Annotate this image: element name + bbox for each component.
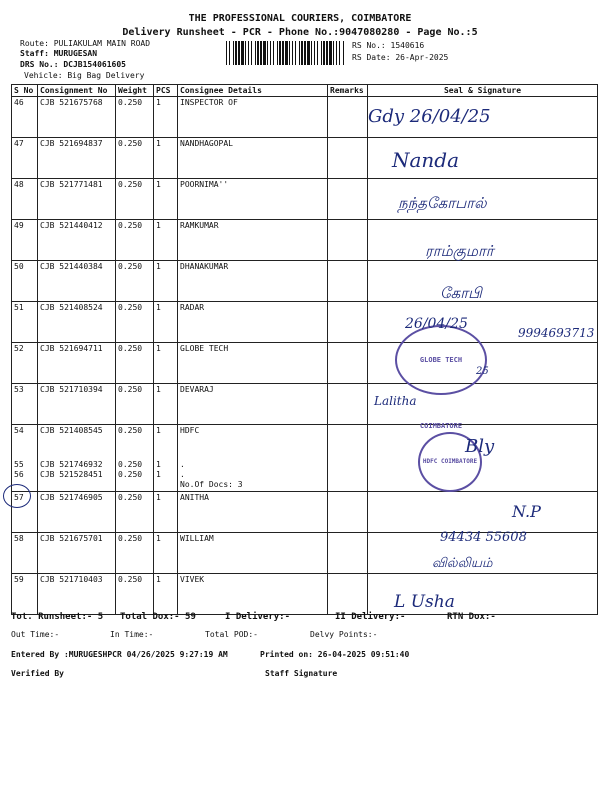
signature-57: N.P	[512, 502, 541, 521]
row-sno: 57	[12, 492, 38, 533]
i-delivery: I Delivery:-	[225, 612, 291, 622]
col-consignee: Consignee Details	[178, 85, 328, 97]
row-remarks	[328, 533, 368, 574]
barcode-bar	[282, 41, 284, 65]
row-consignee: ANITHA	[178, 492, 328, 533]
tick-note: 25	[476, 366, 489, 377]
rs-date: RS Date: 26-Apr-2025	[352, 53, 449, 62]
col-sno: S No	[12, 85, 38, 97]
row-consignment-group	[38, 425, 116, 492]
row-consignment: CJB 521408545	[40, 426, 103, 435]
row-weight-group	[116, 425, 154, 492]
col-remarks: Remarks	[328, 85, 368, 97]
barcode-bar	[233, 41, 234, 65]
row-consignment: CJB 521771481	[38, 179, 116, 220]
staff-signature: Staff Signature	[265, 669, 338, 678]
row-consignment: CJB 521694711	[38, 343, 116, 384]
in-time: In Time:-	[110, 630, 154, 639]
table-row	[12, 138, 598, 179]
table-row	[12, 574, 598, 615]
row-consignee-group	[178, 425, 328, 492]
row-consignee: .	[180, 460, 185, 469]
row-weight: 0.250	[116, 343, 154, 384]
row-consignee: INSPECTOR OF	[178, 97, 328, 138]
barcode-bar	[304, 41, 306, 65]
row-sno: 58	[12, 533, 38, 574]
row-sno: 49	[12, 220, 38, 261]
phone-58: 94434 55608	[440, 530, 527, 545]
barcode-bar	[323, 41, 325, 65]
barcode-bar	[321, 41, 322, 65]
signature-54: Bly	[465, 436, 495, 457]
barcode-bar	[255, 41, 256, 65]
row-weight: 0.250	[116, 302, 154, 343]
barcode-bar	[257, 41, 259, 65]
signature-58: வில்லியம்	[432, 556, 493, 571]
row-remarks	[328, 261, 368, 302]
barcode-bar	[314, 41, 315, 65]
row-sno: 48	[12, 179, 38, 220]
row-consignee: DEVARAJ	[178, 384, 328, 425]
row-pcs: 1	[156, 460, 161, 469]
staff-label: Staff: MURUGESAN	[20, 49, 98, 58]
row-pcs: 1	[154, 261, 178, 302]
row-weight: 0.250	[118, 470, 143, 479]
row-sno: 54	[14, 426, 24, 435]
col-weight: Weight	[116, 85, 154, 97]
row-consignment: CJB 521746932	[40, 460, 103, 469]
barcode-bar	[326, 41, 328, 65]
row-weight: 0.250	[116, 97, 154, 138]
row-sno: 50	[12, 261, 38, 302]
barcode-bar	[336, 41, 337, 65]
row-remarks	[328, 492, 368, 533]
row-remarks	[328, 97, 368, 138]
barcode-bar	[238, 41, 240, 65]
rtn-dox: RTN Dox:-	[447, 612, 496, 622]
barcode-bar	[226, 41, 227, 65]
row-remarks	[328, 220, 368, 261]
row-consignment: CJB 521528451	[40, 470, 103, 479]
row-pcs: 1	[154, 574, 178, 615]
row-remarks	[328, 425, 368, 492]
printed-on: Printed on: 26-04-2025 09:51:40	[260, 650, 410, 659]
total-dox: Total Dox:- 59	[120, 612, 196, 622]
signature-59: L Usha	[394, 592, 455, 612]
barcode-bar	[241, 41, 244, 65]
row-pcs: 1	[154, 220, 178, 261]
barcode-bar	[248, 41, 249, 65]
table-row	[12, 220, 598, 261]
barcode-bar	[277, 41, 278, 65]
barcode-bar	[273, 41, 274, 65]
row-consignee: GLOBE TECH	[178, 343, 328, 384]
row-weight: 0.250	[116, 138, 154, 179]
row-consignee: POORNIMA''	[178, 179, 328, 220]
hdfc-stamp: HDFC COIMBATORE	[418, 432, 482, 492]
row-sno: 47	[12, 138, 38, 179]
row-remarks	[328, 302, 368, 343]
col-consignment: Consignment No	[38, 85, 116, 97]
row-consignee: VIVEK	[178, 574, 328, 615]
barcode-bar	[329, 41, 332, 65]
row-remarks	[328, 138, 368, 179]
out-time: Out Time:-	[11, 630, 60, 639]
row-remarks	[328, 384, 368, 425]
row-weight: 0.250	[116, 220, 154, 261]
row-sno-group	[12, 425, 38, 492]
drs-label: DRS No.: DCJB154061605	[20, 60, 126, 69]
company-title: THE PROFESSIONAL COURIERS, COIMBATORE	[188, 13, 412, 24]
row-sno: 59	[12, 574, 38, 615]
row-pcs: 1	[156, 470, 161, 479]
row-consignment: CJB 521746905	[38, 492, 116, 533]
barcode-bar	[263, 41, 266, 65]
table-row	[12, 343, 598, 384]
row-consignment: CJB 521408524	[38, 302, 116, 343]
barcode-bar	[267, 41, 268, 65]
table-row	[12, 97, 598, 138]
barcode-bar	[333, 41, 334, 65]
row-weight: 0.250	[116, 384, 154, 425]
row-consignment: CJB 521710403	[38, 574, 116, 615]
row-pcs: 1	[154, 302, 178, 343]
docs-count: No.Of Docs: 3	[180, 480, 243, 489]
row-consignment: CJB 521675768	[38, 97, 116, 138]
vehicle-label: Vehicle: Big Bag Delivery	[24, 71, 145, 80]
phone-51: 9994693713	[518, 326, 595, 340]
row-weight: 0.250	[116, 574, 154, 615]
barcode-image	[226, 41, 344, 65]
row-consignment: CJB 521440412	[38, 220, 116, 261]
ii-delivery: II Delivery:-	[335, 612, 406, 622]
barcode-bar	[235, 41, 237, 65]
barcode-bar	[317, 41, 318, 65]
row-signature	[368, 492, 598, 533]
total-pod: Total POD:-	[205, 630, 258, 639]
barcode-bar	[307, 41, 310, 65]
row-pcs: 1	[154, 138, 178, 179]
row-sno: 53	[12, 384, 38, 425]
row-sno: 56	[14, 470, 24, 479]
row-consignee: RAMKUMAR	[178, 220, 328, 261]
table-row	[12, 302, 598, 343]
barcode-bar	[229, 41, 230, 65]
delvy-points: Delvy Points:-	[310, 630, 378, 639]
barcode-bar	[292, 41, 293, 65]
row-pcs: 1	[154, 533, 178, 574]
barcode-bar	[301, 41, 303, 65]
row-sno: 55	[14, 460, 24, 469]
row-signature	[368, 425, 598, 492]
signature-47: Nanda	[392, 148, 460, 172]
barcode-bar	[289, 41, 290, 65]
row-weight: 0.250	[118, 460, 143, 469]
row-signature	[368, 261, 598, 302]
barcode-bar	[270, 41, 271, 65]
signature-51: 26/04/25	[405, 316, 468, 332]
row-remarks	[328, 343, 368, 384]
row-pcs-group	[154, 425, 178, 492]
row-sno: 46	[12, 97, 38, 138]
table-row-grouped	[12, 425, 598, 492]
signature-46: Gdy 26/04/25	[368, 106, 491, 127]
barcode-bar	[299, 41, 300, 65]
row-pcs: 1	[154, 343, 178, 384]
col-pcs: PCS	[154, 85, 178, 97]
barcode-bar	[339, 41, 340, 65]
row-weight: 0.250	[116, 533, 154, 574]
row-weight: 0.250	[116, 492, 154, 533]
row-pcs: 1	[156, 426, 161, 435]
table-row	[12, 261, 598, 302]
row-weight: 0.250	[116, 179, 154, 220]
row-pcs: 1	[154, 384, 178, 425]
row-pcs: 1	[154, 179, 178, 220]
row-consignment: CJB 521675701	[38, 533, 116, 574]
row-consignee: .	[180, 470, 185, 479]
barcode-bar	[285, 41, 288, 65]
row-weight: 0.250	[116, 261, 154, 302]
table-row	[12, 384, 598, 425]
row-pcs: 1	[154, 97, 178, 138]
signature-53: Lalitha	[374, 394, 417, 408]
barcode-bar	[245, 41, 246, 65]
barcode-bar	[295, 41, 296, 65]
barcode-bar	[260, 41, 262, 65]
signature-48: நந்தகோபால்	[398, 194, 487, 212]
barcode-bar	[251, 41, 252, 65]
barcode-bar	[279, 41, 281, 65]
table-header-row	[12, 85, 598, 97]
row-consignment: CJB 521694837	[38, 138, 116, 179]
circle-mark-icon	[3, 484, 31, 508]
tot-runsheet: Tot. Runsheet:- 5	[11, 612, 104, 622]
row-consignee: RADAR	[178, 302, 328, 343]
row-sno: 52	[12, 343, 38, 384]
signature-50: கோபி	[440, 284, 482, 302]
row-sno: 51	[12, 302, 38, 343]
row-remarks	[328, 179, 368, 220]
rs-number: RS No.: 1540616	[352, 41, 425, 50]
row-consignment: CJB 521440384	[38, 261, 116, 302]
verified-by: Verified By	[11, 669, 64, 678]
globe-tech-stamp: GLOBE TECH COIMBATORE	[395, 325, 487, 395]
row-consignee: DHANAKUMAR	[178, 261, 328, 302]
signature-49: ராம்குமார்	[425, 242, 494, 260]
table-row	[12, 179, 598, 220]
row-consignment: CJB 521710394	[38, 384, 116, 425]
barcode-bar	[311, 41, 312, 65]
row-weight: 0.250	[118, 426, 143, 435]
row-consignee: WILLIAM	[178, 533, 328, 574]
route-label: Route: PULIAKULAM MAIN ROAD	[20, 39, 151, 48]
row-consignee: NANDHAGOPAL	[178, 138, 328, 179]
col-seal-signature: Seal & Signature	[368, 85, 598, 97]
barcode-bar	[343, 41, 344, 65]
row-remarks	[328, 574, 368, 615]
row-pcs: 1	[154, 492, 178, 533]
row-consignee: HDFC	[180, 426, 200, 435]
runsheet-subtitle: Delivery Runsheet - PCR - Phone No.:9047080280 - Page No.:5	[122, 27, 478, 38]
entered-by: Entered By :MURUGESHPCR 04/26/2025 9:27:19 AM	[11, 650, 228, 659]
table-row	[12, 492, 598, 533]
